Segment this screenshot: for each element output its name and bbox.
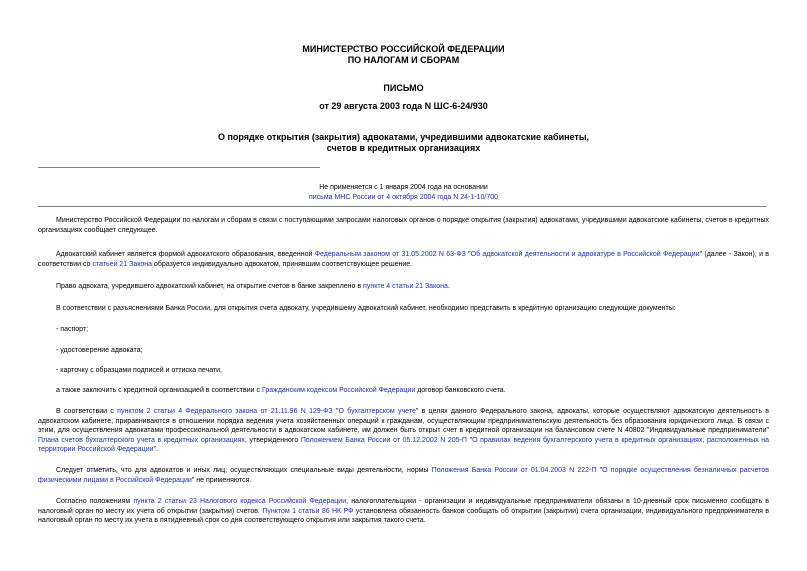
title-line-1: О порядке открытия (закрытия) адвокатами, учредившими адвокатские кабинеты,: [217, 132, 590, 142]
document-title: [0, 132, 807, 154]
title-line-2: счетов в кредитных организациях: [326, 143, 481, 153]
ministry-line-2: ПО НАЛОГАМ И СБОРАМ: [347, 55, 460, 65]
paragraph-note: Следует отметить, что для адвокатов и иных лиц, осуществляющих специальные виды деятельности, нормы Положения Банка России от 01.04.2003 N 222-П "О порядке осуществления безналичных расчетов физическими лицами в Российской Федерации" не применяются.: [38, 467, 770, 484]
document-type: ПИСЬМО: [383, 83, 424, 93]
status-notice-link[interactable]: письма МНС России от 4 октября 2004 года N 24-1-10/700: [308, 194, 499, 201]
paragraph-bank-contract: а также заключить с кредитной организацией в соответствии с Гражданским кодексом Российской Федерации договор банковского счета.: [56, 387, 506, 394]
link-civil-code[interactable]: Гражданским кодексом Российской Федерации: [261, 387, 416, 394]
link-accounting-rules[interactable]: О правилах ведения бухгалтерского учета в кредитных организациях, расположенных на территории Российской Федерации: [38, 436, 770, 453]
link-article-21-item-4[interactable]: пункте 4 статьи 21 Закона: [363, 283, 448, 290]
paragraph-accounting: В соответствии с пунктом 2 статьи 4 Федерального закона от 21.11.96 N 129-ФЗ "О бухгалтерском учете" в целях данного Федерального закона, адвокаты, которые осуществляют адвокатскую деятельность в адвокатском кабинете, приравниваются в отношении порядка ведения учета хозяйственных операций к гражданам, осуществляющим предпринимательскую деятельность без образования юридического лица. В связи с этим, для осуществления адвокатами профессиональной деятельности в адвокатском кабинете, им должен быть открыт счет в кредитной организации на балансовом счете N 40802 "Индивидуальные предприниматели" Плана счетов бухгалтерского учета в кредитных организациях, утвержденного Положением Банка России от 05.12.2002 N 205-П "О правилах ведения бухгалтерского учета в кредитных организациях, расположенных на территории Российской Федерации".: [38, 408, 770, 453]
list-item-certificate: - удостоверение адвоката;: [56, 347, 143, 354]
paragraph-right-to-open: Право адвоката, учредившего адвокатский кабинет, на открытие счетов в банке закреплено в пункте 4 статьи 21 Закона.: [56, 283, 450, 290]
link-law-advocacy[interactable]: Об адвокатской деятельности и адвокатуре в Российской Федерации: [470, 251, 700, 258]
document-date-number: от 29 августа 2003 года N ШС-6-24/930: [319, 101, 488, 111]
link-chart-of-accounts[interactable]: Плана счетов бухгалтерского учета в кредитных организациях: [38, 436, 245, 444]
link-cashless-payments[interactable]: О порядке осуществления безналичных расчетов физическими лицами в Российской Федерации: [38, 467, 770, 484]
status-notice-text: Не применяется с 1 января 2004 года на основании: [319, 184, 488, 191]
paragraph-intro: Министерство Российской Федерации по налогам и сборам в связи с поступающими запросами налоговых органов о порядке открытия (закрытия) адвокатами, учредившими адвокатские кабинеты, счетов в кредитных организациях сообщает следующее.: [38, 217, 769, 234]
link-regulation-222p[interactable]: Положения Банка России от 01.04.2003 N 222-П: [431, 467, 597, 474]
ministry-line-1: МИНИСТЕРСТВО РОССИЙСКОЙ ФЕДЕРАЦИИ: [302, 44, 505, 54]
link-law-129-article-4[interactable]: пунктом 2 статьи 4 Федерального закона от 21.11.96 N 129-ФЗ: [117, 408, 333, 415]
link-accounting-law[interactable]: О бухгалтерском учете: [338, 408, 416, 415]
ministry-header: [0, 44, 807, 66]
status-notice: [0, 183, 807, 203]
paragraph-bank-clarification: В соответствии с разъяснениями Банка России, для открытия счета адвокату, учредившему адвокатский кабинет, необходимо представить в кредитную организацию следующие документы:: [56, 305, 676, 312]
link-article-21[interactable]: статьей 21 Закона: [92, 260, 153, 268]
link-tax-code-article-86[interactable]: Пунктом 1 статьи 86 НК РФ: [262, 507, 354, 515]
paragraph-advocate-office: Адвокатский кабинет является формой адвокатского образования, введенной Федеральным законом от 31.05.2002 N 63-ФЗ "Об адвокатской деятельности и адвокатуре в Российской Федерации" (далее - Закон), и в соответствии со статьей 21 Закона образуется индивидуально адвокатом, принявшим соответствующее решение.: [38, 251, 769, 268]
divider-long: [38, 206, 767, 207]
list-item-passport: - паспорт;: [56, 326, 89, 333]
paragraph-tax-code: Согласно положениям пункта 2 статьи 23 Налогового кодекса Российской Федерации, налогоплательщики - организации и индивидуальные предприниматели обязаны в 10-дневный срок письменно сообщать в налоговый орган по месту их учета об открытии (закрытии) счетов. Пунктом 1 статьи 86 НК РФ установлена обязанность банков сообщать об открытии (закрытии) счета организации, индивидуального предпринимателя в налоговый орган по месту их учета в пятидневный срок со дня соответствующего открытия или закрытия такого счета.: [38, 498, 770, 524]
link-tax-code-article-23[interactable]: пункта 2 статьи 23 Налогового кодекса Российской Федерации: [133, 498, 347, 505]
link-federal-law-63[interactable]: Федеральным законом от 31.05.2002 N 63-ФЗ: [314, 251, 466, 258]
link-regulation-205p[interactable]: Положением Банка России от 05.12.2002 N 205-П: [300, 436, 467, 444]
list-item-signature-card: - карточку с образцами подписей и оттиска печати,: [56, 367, 222, 374]
divider-short: [38, 167, 320, 168]
